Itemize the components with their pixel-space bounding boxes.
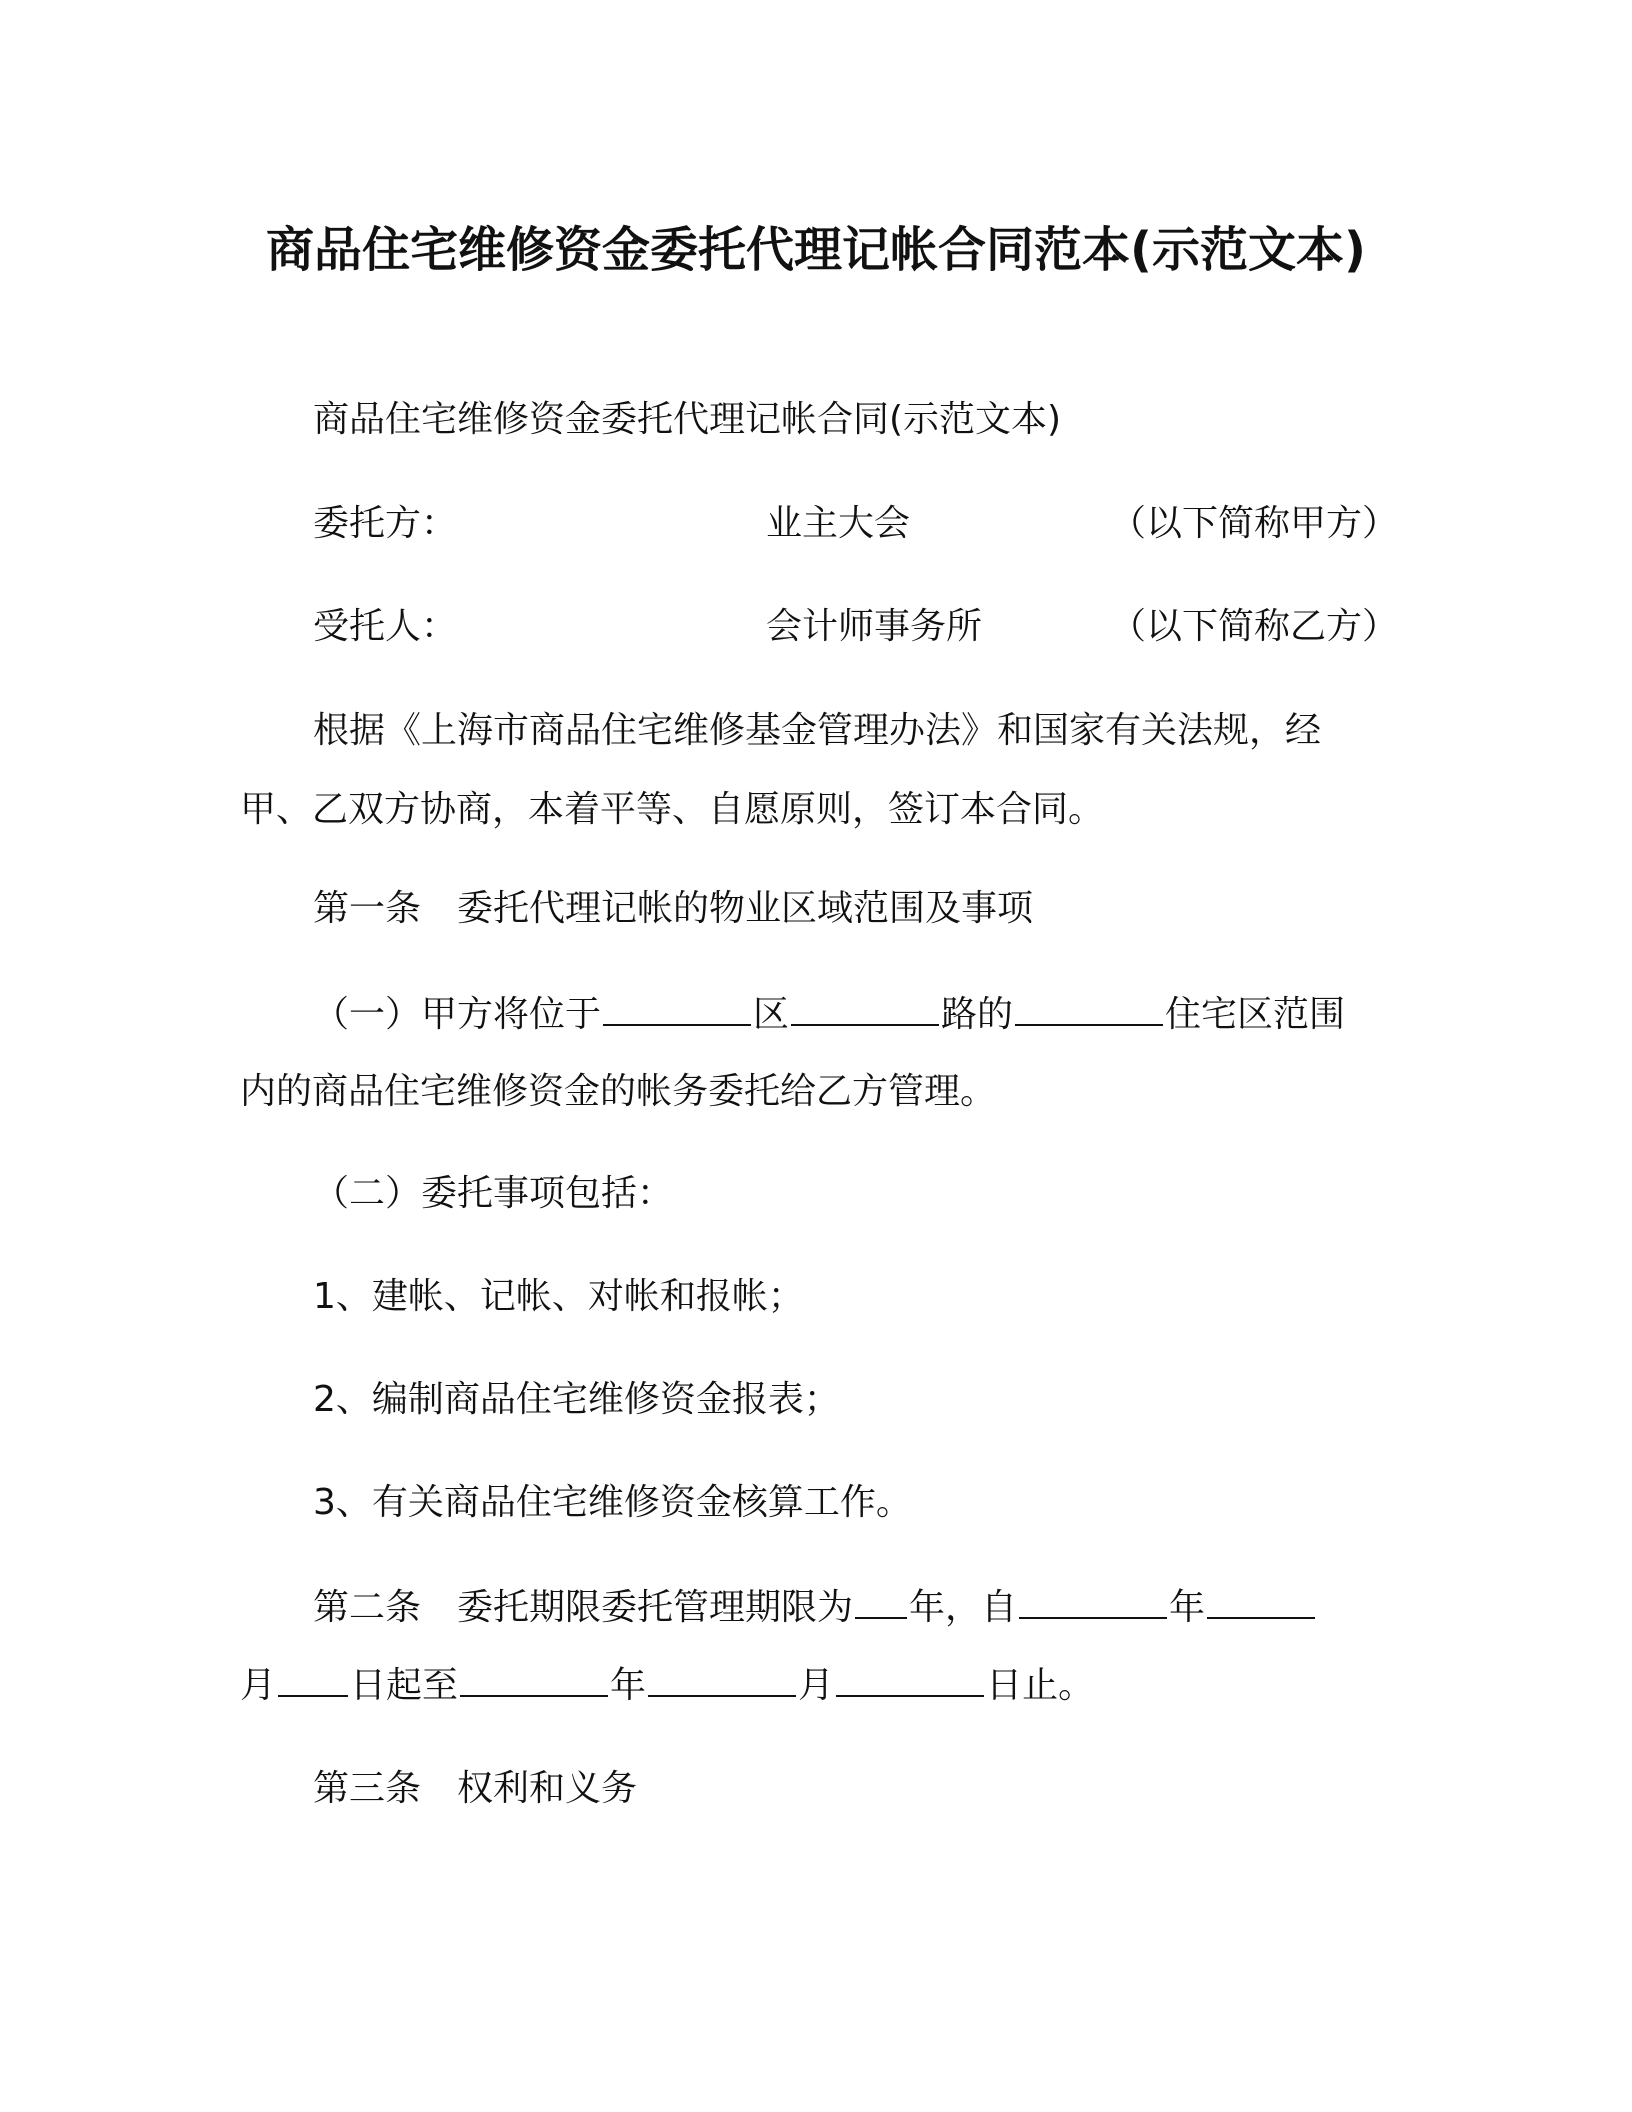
article-1-item-2: （二）委托事项包括： [313,1173,674,1214]
agent-name: 会计师事务所 [766,606,983,647]
article-2-text-g: 月 [798,1665,835,1706]
article-1-sub-1: 1、建帐、记帐、对帐和报帐； [313,1276,804,1317]
term-years-blank[interactable] [855,1583,907,1619]
article-2-text-c: 年 [1169,1587,1206,1628]
article-2-line-2 [240,1661,1094,1710]
start-month-blank[interactable] [1207,1583,1315,1619]
article-3-heading: 第三条 权利和义务 [313,1768,638,1809]
client-alias: （以下简称甲方） [1110,503,1399,544]
preamble-line-2: 甲、乙双方协商，本着平等、自愿原则，签订本合同。 [240,789,1105,830]
preamble-line-1: 根据《上海市商品住宅维修基金管理办法》和国家有关法规，经 [313,710,1322,751]
start-year-blank[interactable] [1019,1583,1167,1619]
article-2-line-1 [313,1583,1317,1632]
article-1-sub-3: 3、有关商品住宅维修资金核算工作。 [313,1482,912,1523]
article-2-text-h: 日止。 [986,1665,1095,1706]
article-1-item-1 [313,990,1345,1039]
item-1-text-b: 区 [753,994,790,1035]
item-1-text-d: 住宅区范围 [1165,994,1346,1035]
start-day-blank[interactable] [278,1661,348,1697]
document-subtitle: 商品住宅维修资金委托代理记帐合同(示范文本) [313,399,1062,440]
end-day-blank[interactable] [836,1661,984,1697]
end-month-blank[interactable] [648,1661,796,1697]
client-label: 委托方： [313,503,458,544]
item-1-text-c: 路的 [941,994,1014,1035]
agent-label: 受托人： [313,606,458,647]
road-blank[interactable] [791,990,939,1026]
article-2-text-d: 月 [240,1665,277,1706]
item-1-text-a: （一）甲方将位于 [313,994,602,1035]
end-year-blank[interactable] [460,1661,608,1697]
document-title: 商品住宅维修资金委托代理记帐合同范本(示范文本) [266,222,1366,278]
district-blank[interactable] [603,990,751,1026]
article-2-text-f: 年 [610,1665,647,1706]
article-2-text-a: 第二条 委托期限委托管理期限为 [313,1587,854,1628]
article-2-text-e: 日起至 [350,1665,459,1706]
article-1-item-1-line-2: 内的商品住宅维修资金的帐务委托给乙方管理。 [240,1071,997,1112]
client-name: 业主大会 [766,503,911,544]
agent-alias: （以下简称乙方） [1110,606,1399,647]
residence-blank[interactable] [1015,990,1163,1026]
article-2-text-b: 年，自 [909,1587,1018,1628]
article-1-heading: 第一条 委托代理记帐的物业区域范围及事项 [313,888,1034,929]
article-1-sub-2: 2、编制商品住宅维修资金报表； [313,1379,840,1420]
